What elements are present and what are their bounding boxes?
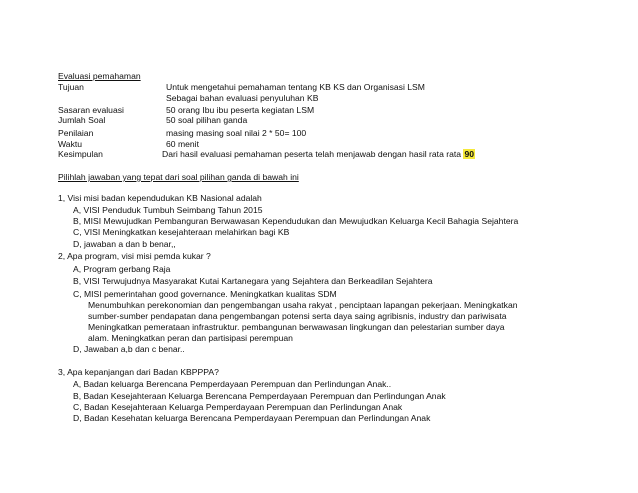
q1-option-c: C, VISI Meningkatkan kesejahteraan melahirkan bagi KB bbox=[73, 227, 290, 237]
q3-option-c: C, Badan Kesejahteraan Keluarga Pemperdayaan Perempuan dan Perlindungan Anak bbox=[73, 402, 403, 412]
q3-question: 3, Apa kepanjangan dari Badan KBPPPA? bbox=[58, 367, 219, 377]
q1-question: 1, Visi misi badan kependudukan KB Nasional adalah bbox=[58, 193, 262, 203]
q3-option-a: A, Badan keluarga Berencana Pemperdayaan Perempuan dan Perlindungan Anak.. bbox=[73, 379, 392, 389]
eval-label-tujuan: Tujuan bbox=[58, 82, 84, 92]
q2-option-c-line-2: sumber-sumber pendapatan dana pengembangan potensi serta daya saing agribisnis, industry dan pariwisata bbox=[88, 311, 507, 321]
eval-value-penilaian: masing masing soal nilai 2 * 50= 100 bbox=[166, 128, 307, 138]
eval-value-kesimpulan bbox=[162, 149, 475, 159]
q2-option-c-line-1: Menumbuhkan perekonomian dan pengembangan usaha rakyat , penciptaan lapangan pekerjaan. Meningkatkan bbox=[88, 300, 518, 310]
score-highlight: 90 bbox=[464, 149, 475, 159]
eval-value-tujuan: Untuk mengetahui pemahaman tentang KB KS dan Organisasi LSM bbox=[166, 82, 425, 92]
q1-option-a: A, VISI Penduduk Tumbuh Seimbang Tahun 2015 bbox=[73, 205, 263, 215]
eval-value-waktu: 60 menit bbox=[166, 139, 199, 149]
eval-value-tujuan-2: Sebagai bahan evaluasi penyuluhan KB bbox=[166, 93, 319, 103]
eval-title: Evaluasi pemahaman bbox=[58, 71, 141, 81]
eval-label-waktu: Waktu bbox=[58, 139, 83, 149]
eval-label-jumlah: Jumlah Soal bbox=[58, 115, 106, 125]
q2-option-c-line-3: Meningkatkan pemerataan infrastruktur. pembangunan berwawasan lingkungan dan pelestarian sumber daya bbox=[88, 322, 505, 332]
eval-label-sasaran: Sasaran evaluasi bbox=[58, 105, 124, 115]
eval-label-penilaian: Penilaian bbox=[58, 128, 94, 138]
q2-question: 2, Apa program, visi misi pemda kukar ? bbox=[58, 251, 211, 261]
q1-option-d: D, jawaban a dan b benar,, bbox=[73, 239, 176, 249]
instruction-text: Pilihlah jawaban yang tepat dari soal pilihan ganda di bawah ini bbox=[58, 172, 299, 182]
q1-option-b: B, MISI Mewujudkan Pembanguran Berwawasan Kependudukan dan Mewujudkan Keluarga Kecil Bahagia Sejahtera bbox=[73, 216, 519, 226]
eval-value-jumlah: 50 soal pilihan ganda bbox=[166, 115, 248, 125]
q2-option-d: D, Jawaban a,b dan c benar.. bbox=[73, 344, 185, 354]
q3-option-b: B, Badan Kesejahteraan Keluarga Berencana Pemperdayaan Perempuan dan Perlindungan Anak bbox=[73, 391, 446, 401]
kesimpulan-text: Dari hasil evaluasi pemahaman peserta telah menjawab dengan hasil rata rata bbox=[162, 149, 462, 159]
eval-value-sasaran: 50 orang Ibu ibu peserta kegiatan LSM bbox=[166, 105, 315, 115]
q3-option-d: D, Badan Kesehatan keluarga Berencana Pemperdayaan Perempuan dan Perlindungan Anak bbox=[73, 413, 431, 423]
eval-label-kesimpulan: Kesimpulan bbox=[58, 149, 103, 159]
q2-option-c: C, MISI pemerintahan good governance. Meningkatkan kualitas SDM bbox=[73, 289, 337, 299]
q2-option-a: A, Program gerbang Raja bbox=[73, 264, 171, 274]
q2-option-c-line-4: alam. Meningkatkan peran dan partisipasi perempuan bbox=[88, 333, 293, 343]
q2-option-b: B, VISI Terwujudnya Masyarakat Kutai Kartanegara yang Sejahtera dan Berkeadilan Sejahtera bbox=[73, 276, 433, 286]
